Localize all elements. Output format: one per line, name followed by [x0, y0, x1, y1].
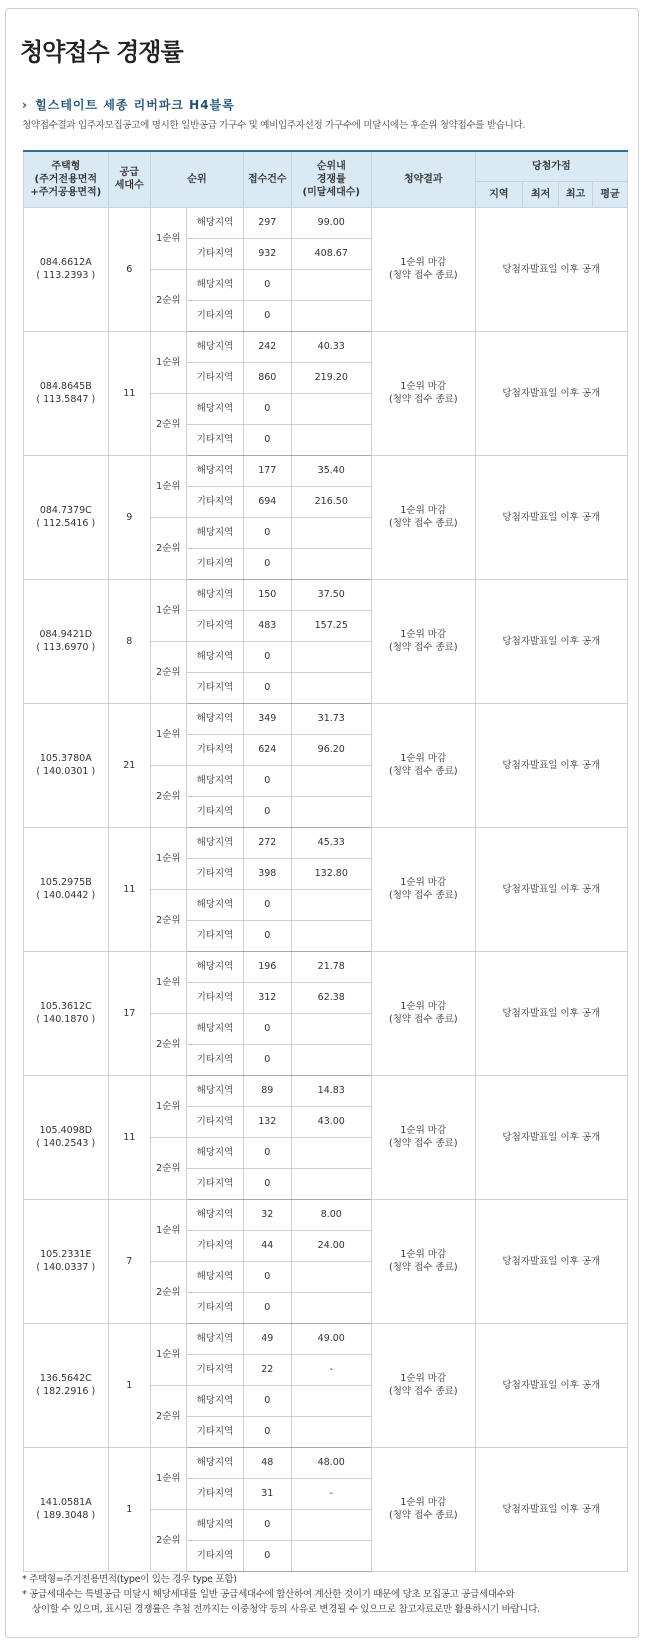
r1-other-rate: 216.50	[291, 486, 371, 517]
other-label: 기타지역	[186, 610, 243, 641]
other-label: 기타지역	[186, 1168, 243, 1199]
other-label: 기타지역	[186, 1230, 243, 1261]
r2-other-count: 0	[243, 796, 291, 827]
local-label: 해당지역	[186, 703, 243, 734]
r1-other-count: 932	[243, 238, 291, 269]
r2-other-count: 0	[243, 548, 291, 579]
r1-other-rate: 24.00	[291, 1230, 371, 1261]
house-type-cell	[24, 1075, 109, 1199]
score-cell: 당첨자발표일 이후 공개	[475, 951, 627, 1075]
supply-count: 6	[108, 207, 150, 331]
result-line2: (청약 접수 종료)	[389, 1386, 458, 1397]
r1-other-count: 22	[243, 1354, 291, 1385]
house-area: ( 113.6970 )	[36, 642, 96, 653]
r1-local-count: 49	[243, 1323, 291, 1354]
local-label: 해당지역	[186, 951, 243, 982]
other-label: 기타지역	[186, 1044, 243, 1075]
supply-count: 11	[108, 331, 150, 455]
supply-count: 21	[108, 703, 150, 827]
r1-other-count: 624	[243, 734, 291, 765]
house-type-cell	[24, 951, 109, 1075]
r2-local-count: 0	[243, 765, 291, 796]
header-rate-label3: (미달세대수)	[302, 186, 360, 198]
rank1-label: 1순위	[150, 1447, 186, 1509]
header-rate-label2: 경쟁률	[316, 173, 346, 185]
score-cell: 당첨자발표일 이후 공개	[475, 1075, 627, 1199]
r2-local-rate	[291, 1509, 371, 1540]
r2-local-rate	[291, 641, 371, 672]
house-area: ( 112.5416 )	[36, 518, 96, 529]
header-applications: 접수건수	[243, 151, 291, 207]
rank1-label: 1순위	[150, 579, 186, 641]
table-row	[24, 703, 628, 734]
r2-other-rate	[291, 1292, 371, 1323]
house-type: 105.2975B	[39, 877, 92, 888]
r1-local-count: 150	[243, 579, 291, 610]
house-type-cell	[24, 1447, 109, 1571]
result-line1: 1순위 마감	[400, 877, 447, 888]
result-line1: 1순위 마감	[400, 1125, 447, 1136]
other-label: 기타지역	[186, 486, 243, 517]
score-cell: 당첨자발표일 이후 공개	[475, 1447, 627, 1571]
r1-local-rate: 35.40	[291, 455, 371, 486]
house-type-cell	[24, 1199, 109, 1323]
rank2-label: 2순위	[150, 1261, 186, 1323]
house-type: 105.4098D	[39, 1125, 93, 1136]
house-area: ( 113.5847 )	[36, 394, 96, 405]
r2-other-rate	[291, 1044, 371, 1075]
other-label: 기타지역	[186, 796, 243, 827]
header-house-type-sub2: +주거공용면적)	[30, 186, 102, 198]
r1-local-count: 242	[243, 331, 291, 362]
house-area: ( 182.2916 )	[36, 1386, 96, 1397]
r1-other-count: 694	[243, 486, 291, 517]
local-label: 해당지역	[186, 1509, 243, 1540]
r1-other-rate: 43.00	[291, 1106, 371, 1137]
r2-other-count: 0	[243, 424, 291, 455]
other-label: 기타지역	[186, 1416, 243, 1447]
house-type: 105.3612C	[39, 1001, 92, 1012]
rank2-label: 2순위	[150, 517, 186, 579]
score-cell: 당첨자발표일 이후 공개	[475, 703, 627, 827]
house-type: 141.0581A	[39, 1497, 92, 1508]
rank1-label: 1순위	[150, 1323, 186, 1385]
r2-local-rate	[291, 1013, 371, 1044]
r2-other-count: 0	[243, 300, 291, 331]
r1-local-rate: 49.00	[291, 1323, 371, 1354]
r1-other-count: 44	[243, 1230, 291, 1261]
r2-local-count: 0	[243, 641, 291, 672]
r2-other-rate	[291, 672, 371, 703]
local-label: 해당지역	[186, 1447, 243, 1478]
header-result: 청약결과	[371, 151, 475, 207]
house-type-cell	[24, 579, 109, 703]
r2-local-rate	[291, 889, 371, 920]
local-label: 해당지역	[186, 207, 243, 238]
result-cell	[371, 1447, 475, 1571]
house-area: ( 140.0301 )	[36, 766, 96, 777]
local-label: 해당지역	[186, 1385, 243, 1416]
r2-local-count: 0	[243, 1013, 291, 1044]
r1-local-rate: 8.00	[291, 1199, 371, 1230]
house-type: 105.3780A	[39, 753, 92, 764]
r1-local-count: 89	[243, 1075, 291, 1106]
rank2-label: 2순위	[150, 1385, 186, 1447]
r2-other-rate	[291, 1416, 371, 1447]
local-label: 해당지역	[186, 1199, 243, 1230]
local-label: 해당지역	[186, 1075, 243, 1106]
local-label: 해당지역	[186, 517, 243, 548]
r2-other-rate	[291, 424, 371, 455]
r1-local-rate: 31.73	[291, 703, 371, 734]
local-label: 해당지역	[186, 827, 243, 858]
header-rate-label1: 순위내	[316, 160, 346, 172]
local-label: 해당지역	[186, 1013, 243, 1044]
result-cell	[371, 827, 475, 951]
score-cell: 당첨자발표일 이후 공개	[475, 1199, 627, 1323]
r1-local-count: 177	[243, 455, 291, 486]
result-line1: 1순위 마감	[400, 257, 447, 268]
score-cell: 당첨자발표일 이후 공개	[475, 455, 627, 579]
rank1-label: 1순위	[150, 207, 186, 269]
r2-local-count: 0	[243, 1137, 291, 1168]
other-label: 기타지역	[186, 1540, 243, 1571]
r2-local-rate	[291, 1137, 371, 1168]
local-label: 해당지역	[186, 641, 243, 672]
house-type-cell	[24, 331, 109, 455]
header-house-type-label: 주택형	[51, 160, 81, 172]
table-body	[24, 207, 628, 1571]
local-label: 해당지역	[186, 1261, 243, 1292]
other-label: 기타지역	[186, 734, 243, 765]
complex-name-text: 힐스테이트 세종 리버파크 H4블록	[35, 98, 235, 112]
house-type-cell	[24, 827, 109, 951]
supply-count: 8	[108, 579, 150, 703]
header-house-type-sub1: (주거전용면적	[34, 173, 98, 185]
result-line1: 1순위 마감	[400, 1497, 447, 1508]
r2-local-rate	[291, 393, 371, 424]
header-score: 당첨가점	[475, 151, 627, 181]
table-row	[24, 207, 628, 238]
header-supply	[108, 151, 150, 207]
supply-count: 9	[108, 455, 150, 579]
result-line2: (청약 접수 종료)	[389, 1262, 458, 1273]
local-label: 해당지역	[186, 765, 243, 796]
other-label: 기타지역	[186, 1106, 243, 1137]
r1-other-count: 31	[243, 1478, 291, 1509]
rank2-label: 2순위	[150, 269, 186, 331]
r2-other-count: 0	[243, 1540, 291, 1571]
r2-local-rate	[291, 1261, 371, 1292]
house-type-cell	[24, 455, 109, 579]
house-type: 084.9421D	[39, 629, 93, 640]
score-cell: 당첨자발표일 이후 공개	[475, 579, 627, 703]
other-label: 기타지역	[186, 238, 243, 269]
supply-count: 17	[108, 951, 150, 1075]
rank2-label: 2순위	[150, 1013, 186, 1075]
page-title: 청약접수 경쟁률	[20, 38, 183, 66]
result-line2: (청약 접수 종료)	[389, 766, 458, 777]
r2-local-rate	[291, 517, 371, 548]
score-cell: 당첨자발표일 이후 공개	[475, 207, 627, 331]
r1-other-count: 860	[243, 362, 291, 393]
r2-other-count: 0	[243, 672, 291, 703]
local-label: 해당지역	[186, 1323, 243, 1354]
local-label: 해당지역	[186, 331, 243, 362]
other-label: 기타지역	[186, 1292, 243, 1323]
r2-other-count: 0	[243, 1292, 291, 1323]
r1-other-rate: -	[291, 1478, 371, 1509]
rank1-label: 1순위	[150, 1075, 186, 1137]
rank2-label: 2순위	[150, 1137, 186, 1199]
footnote-2a: * 공급세대수는 특별공급 미달시 해당세대를 일반 공급세대수에 합산하여 계산한 것이기 때문에 당초 모집공고 공급세대수와	[22, 1589, 515, 1600]
supply-count: 1	[108, 1323, 150, 1447]
result-line2: (청약 접수 종료)	[389, 270, 458, 281]
r1-local-count: 48	[243, 1447, 291, 1478]
house-type: 084.7379C	[39, 505, 92, 516]
header-max: 최고	[559, 181, 593, 207]
r1-other-rate: 62.38	[291, 982, 371, 1013]
rank1-label: 1순위	[150, 951, 186, 1013]
r2-local-count: 0	[243, 517, 291, 548]
table-row	[24, 455, 628, 486]
r1-local-rate: 48.00	[291, 1447, 371, 1478]
r1-other-count: 398	[243, 858, 291, 889]
rank2-label: 2순위	[150, 393, 186, 455]
rank1-label: 1순위	[150, 703, 186, 765]
table-row	[24, 579, 628, 610]
result-line1: 1순위 마감	[400, 753, 447, 764]
footnotes	[22, 1572, 622, 1617]
result-line2: (청약 접수 종료)	[389, 518, 458, 529]
r1-local-rate: 37.50	[291, 579, 371, 610]
result-line1: 1순위 마감	[400, 1373, 447, 1384]
score-cell: 당첨자발표일 이후 공개	[475, 1323, 627, 1447]
result-cell	[371, 455, 475, 579]
r1-other-count: 132	[243, 1106, 291, 1137]
result-line2: (청약 접수 종료)	[389, 394, 458, 405]
other-label: 기타지역	[186, 1478, 243, 1509]
other-label: 기타지역	[186, 982, 243, 1013]
supply-count: 11	[108, 1075, 150, 1199]
table-row	[24, 1323, 628, 1354]
other-label: 기타지역	[186, 362, 243, 393]
r2-local-count: 0	[243, 393, 291, 424]
house-area: ( 140.0442 )	[36, 890, 96, 901]
local-label: 해당지역	[186, 269, 243, 300]
r2-other-count: 0	[243, 1044, 291, 1075]
house-type: 105.2331E	[40, 1249, 92, 1260]
r1-local-rate: 14.83	[291, 1075, 371, 1106]
result-line2: (청약 접수 종료)	[389, 642, 458, 653]
local-label: 해당지역	[186, 579, 243, 610]
rank2-label: 2순위	[150, 641, 186, 703]
r1-other-rate: 219.20	[291, 362, 371, 393]
result-cell	[371, 1323, 475, 1447]
result-line2: (청약 접수 종료)	[389, 1014, 458, 1025]
r1-other-rate: 157.25	[291, 610, 371, 641]
result-line1: 1순위 마감	[400, 505, 447, 516]
other-label: 기타지역	[186, 1354, 243, 1385]
table-row	[24, 331, 628, 362]
r2-other-count: 0	[243, 1416, 291, 1447]
result-line1: 1순위 마감	[400, 1001, 447, 1012]
r1-local-rate: 21.78	[291, 951, 371, 982]
house-type-cell	[24, 703, 109, 827]
r2-other-rate	[291, 300, 371, 331]
result-line1: 1순위 마감	[400, 381, 447, 392]
table-row	[24, 1447, 628, 1478]
header-supply-label2: 세대수	[114, 180, 144, 192]
r2-other-rate	[291, 920, 371, 951]
table-row	[24, 1075, 628, 1106]
table-row	[24, 1199, 628, 1230]
header-min: 최저	[523, 181, 559, 207]
r2-other-count: 0	[243, 920, 291, 951]
r2-other-rate	[291, 1168, 371, 1199]
footnote-1: * 주택형=주거전용면적(type이 있는 경우 type 포함)	[22, 1574, 237, 1585]
notice-text: 청약접수결과 입주자모집공고에 명시한 일반공급 가구수 및 예비입주자선정 가구수에 미달시에는 후순위 청약접수를 받습니다.	[22, 120, 526, 131]
r1-other-rate: 408.67	[291, 238, 371, 269]
r2-other-rate	[291, 1540, 371, 1571]
rank1-label: 1순위	[150, 1199, 186, 1261]
complex-name	[22, 96, 235, 113]
supply-count: 1	[108, 1447, 150, 1571]
r2-local-count: 0	[243, 1385, 291, 1416]
house-area: ( 140.1870 )	[36, 1014, 96, 1025]
supply-count: 11	[108, 827, 150, 951]
result-cell	[371, 1075, 475, 1199]
house-type-cell	[24, 207, 109, 331]
bullet-arrow-icon: ›	[22, 98, 28, 112]
r2-local-rate	[291, 1385, 371, 1416]
r1-other-rate: -	[291, 1354, 371, 1385]
r1-other-count: 483	[243, 610, 291, 641]
rank2-label: 2순위	[150, 1509, 186, 1571]
r2-other-rate	[291, 548, 371, 579]
r2-other-rate	[291, 796, 371, 827]
local-label: 해당지역	[186, 455, 243, 486]
local-label: 해당지역	[186, 1137, 243, 1168]
house-area: ( 140.0337 )	[36, 1262, 96, 1273]
rank2-label: 2순위	[150, 889, 186, 951]
r1-local-rate: 45.33	[291, 827, 371, 858]
rank1-label: 1순위	[150, 827, 186, 889]
header-rank: 순위	[150, 151, 243, 207]
result-line2: (청약 접수 종료)	[389, 1138, 458, 1149]
house-type: 136.5642C	[39, 1373, 92, 1384]
footnote-2b: 상이할 수 있으며, 표시된 경쟁률은 추첨 전까지는 이중청약 등의 사유로 변경될 수 있으므로 참고자료로만 활용하시기 바랍니다.	[32, 1604, 540, 1615]
r1-local-count: 297	[243, 207, 291, 238]
r1-local-count: 32	[243, 1199, 291, 1230]
result-line2: (청약 접수 종료)	[389, 1510, 458, 1521]
result-line2: (청약 접수 종료)	[389, 890, 458, 901]
supply-count: 7	[108, 1199, 150, 1323]
result-cell	[371, 703, 475, 827]
r1-local-rate: 40.33	[291, 331, 371, 362]
result-line1: 1순위 마감	[400, 629, 447, 640]
table-row	[24, 951, 628, 982]
r2-other-count: 0	[243, 1168, 291, 1199]
other-label: 기타지역	[186, 858, 243, 889]
rank2-label: 2순위	[150, 765, 186, 827]
other-label: 기타지역	[186, 548, 243, 579]
r2-local-count: 0	[243, 889, 291, 920]
other-label: 기타지역	[186, 300, 243, 331]
score-cell: 당첨자발표일 이후 공개	[475, 331, 627, 455]
other-label: 기타지역	[186, 424, 243, 455]
result-line1: 1순위 마감	[400, 1249, 447, 1260]
result-cell	[371, 579, 475, 703]
house-area: ( 189.3048 )	[36, 1510, 96, 1521]
rank1-label: 1순위	[150, 455, 186, 517]
house-type-cell	[24, 1323, 109, 1447]
house-type: 084.6612A	[39, 257, 92, 268]
result-cell	[371, 1199, 475, 1323]
house-type: 084.8645B	[39, 381, 92, 392]
r1-local-count: 272	[243, 827, 291, 858]
table-row	[24, 827, 628, 858]
house-area: ( 113.2393 )	[36, 270, 96, 281]
r2-local-rate	[291, 269, 371, 300]
result-cell	[371, 951, 475, 1075]
r1-local-rate: 99.00	[291, 207, 371, 238]
local-label: 해당지역	[186, 889, 243, 920]
r1-other-count: 312	[243, 982, 291, 1013]
header-region: 지역	[475, 181, 523, 207]
result-cell	[371, 331, 475, 455]
house-area: ( 140.2543 )	[36, 1138, 96, 1149]
header-avg: 평균	[593, 181, 628, 207]
r1-local-count: 349	[243, 703, 291, 734]
other-label: 기타지역	[186, 920, 243, 951]
local-label: 해당지역	[186, 393, 243, 424]
r2-local-count: 0	[243, 269, 291, 300]
header-supply-label: 공급	[119, 167, 139, 179]
r1-other-rate: 132.80	[291, 858, 371, 889]
header-house-type	[24, 151, 109, 207]
r2-local-count: 0	[243, 1509, 291, 1540]
other-label: 기타지역	[186, 672, 243, 703]
rank1-label: 1순위	[150, 331, 186, 393]
result-cell	[371, 207, 475, 331]
competition-table	[23, 150, 628, 1572]
r2-local-rate	[291, 765, 371, 796]
header-rate	[291, 151, 371, 207]
r2-local-count: 0	[243, 1261, 291, 1292]
r1-other-rate: 96.20	[291, 734, 371, 765]
r1-local-count: 196	[243, 951, 291, 982]
score-cell: 당첨자발표일 이후 공개	[475, 827, 627, 951]
